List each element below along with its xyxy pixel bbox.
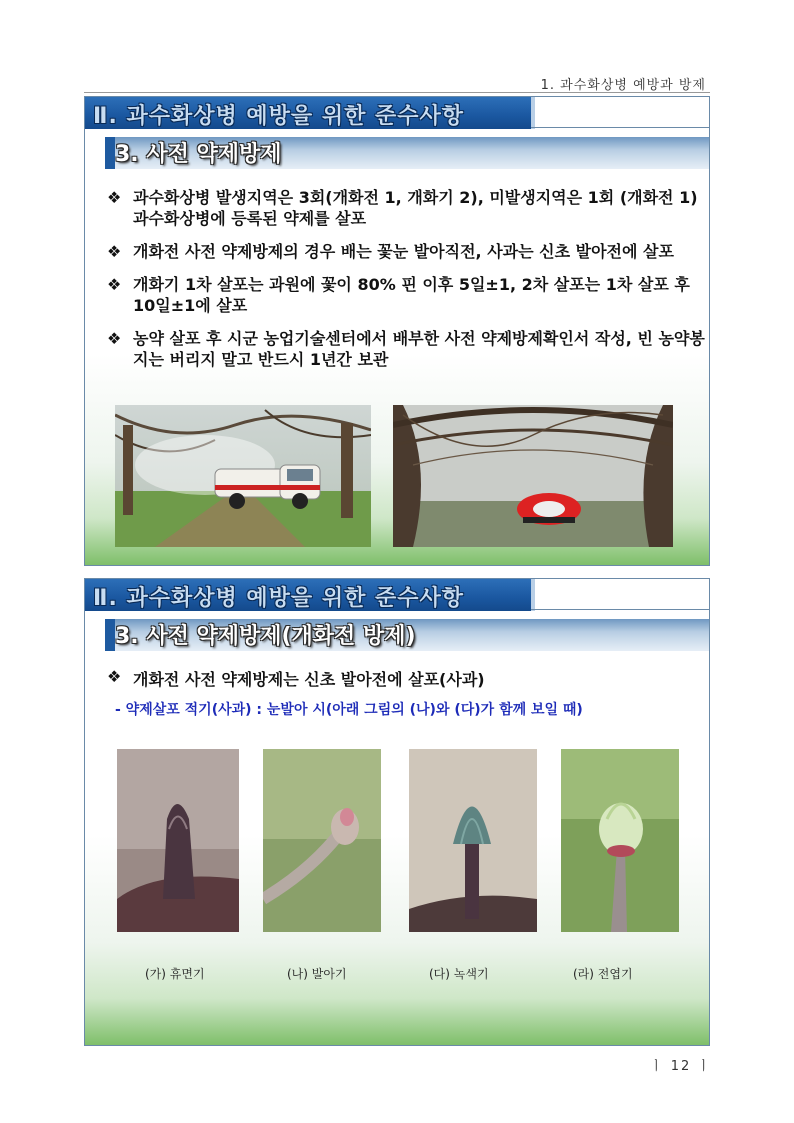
list-item: ❖ 과수화상병 발생지역은 3회(개화전 1, 개화기 2), 미발생지역은 1회 (개화전 1) 과수화상병에 등록된 약제를 살포	[107, 188, 698, 228]
sprayer-truck-photo	[115, 405, 371, 547]
section-banner	[105, 619, 710, 651]
bullet-list	[107, 187, 707, 382]
diamond-bullet-icon: ❖	[107, 188, 122, 207]
section-title: 3. 사전 약제방제(개화전 방제)	[115, 624, 416, 649]
list-item: ❖ 개화기 1차 살포는 과원에 꽃이 80% 핀 이후 5일±1, 2차 살포는 1차 살포 후 10일±1에 살포	[107, 275, 690, 315]
slide-pre-bloom-spray	[84, 578, 710, 1046]
slide-pre-spray	[84, 96, 710, 566]
list-item: ❖ 개화전 사전 약제방제의 경우 배는 꽃눈 발아직전, 사과는 신초 발아전에 살포	[107, 242, 674, 261]
section-title: 3. 사전 약제방제	[115, 142, 282, 167]
page-number: ㅣ 12 ㅣ	[650, 1059, 712, 1074]
caption-budbreak: (나) 발아기	[287, 967, 347, 981]
diamond-bullet-icon: ❖	[107, 242, 122, 261]
spray-timing-note: - 약제살포 적기(사과) : 눈발아 시(아래 그림의 (나)와 (다)가 함께 보일 때)	[115, 702, 583, 718]
chapter-title: Ⅱ. 과수화상병 예방을 위한 준수사항	[93, 104, 465, 129]
list-item: ❖ 개화전 사전 약제방제는 신초 발아전에 살포(사과)	[107, 667, 485, 689]
diamond-bullet-icon: ❖	[107, 275, 122, 294]
diamond-bullet-icon: ❖	[107, 667, 122, 686]
section-banner	[105, 137, 710, 169]
orchard-sprayer-photo	[393, 405, 673, 547]
caption-leafing: (라) 전엽기	[573, 967, 633, 981]
caption-green: (다) 녹색기	[429, 967, 489, 981]
diamond-bullet-icon: ❖	[107, 329, 122, 348]
caption-dormant: (가) 휴면기	[145, 967, 205, 981]
green-tip-photo	[409, 749, 537, 932]
list-item: ❖ 농약 살포 후 시군 농업기술센터에서 배부한 사전 약제방제확인서 작성, 빈 농약봉지는 버리지 말고 반드시 1년간 보관	[107, 329, 705, 369]
half-inch-green-photo	[561, 749, 679, 932]
chapter-banner	[85, 97, 535, 129]
dormant-bud-photo	[117, 749, 239, 932]
chapter-title: Ⅱ. 과수화상병 예방을 위한 준수사항	[93, 586, 465, 611]
bud-swelling-photo	[263, 749, 381, 932]
chapter-banner	[85, 579, 535, 611]
running-header: 1. 과수화상병 예방과 방제	[540, 78, 706, 93]
header-divider	[84, 92, 710, 93]
